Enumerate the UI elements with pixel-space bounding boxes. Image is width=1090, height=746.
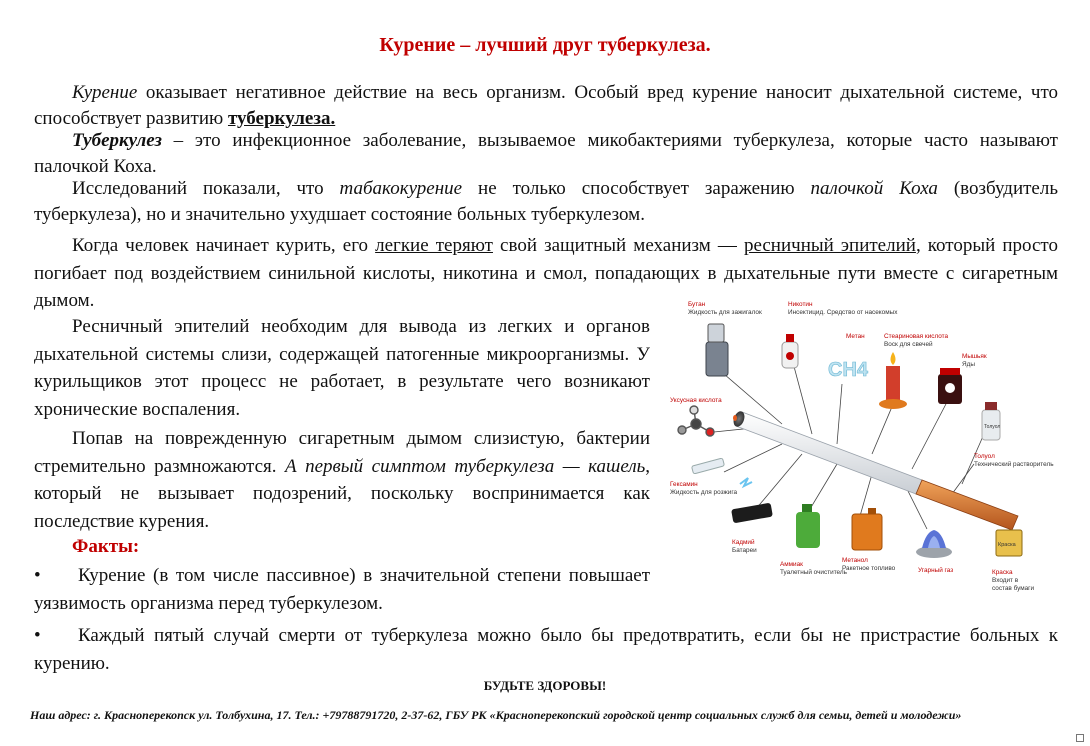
- svg-text:Жидкость для зажигалок: Жидкость для зажигалок: [688, 309, 762, 316]
- paragraph-research: Исследований показали, что табакокурение не только способствует заражению палочкой Коха (возбудитель туберкулеза), но и значительно ухудшает состояние больных туберкулезом.: [34, 178, 1058, 225]
- svg-text:Батареи: Батареи: [732, 547, 757, 554]
- paragraph-tuberculosis: Туберкулез – это инфекционное заболевание, вызываемое микобактериями туберкулеза, которые часто называют палочкой Коха.: [34, 130, 1058, 177]
- bullet-icon: •: [34, 625, 41, 646]
- svg-text:Толуол: Толуол: [974, 453, 995, 460]
- page-title: Курение – лучший друг туберкулеза.: [379, 34, 711, 56]
- svg-text:Воск для свечей: Воск для свечей: [884, 341, 933, 348]
- svg-text:Мышьяк: Мышьяк: [962, 353, 987, 360]
- paragraph-lungs: Когда человек начинает курить, его легкие теряют свой защитный механизм — ресничный эпителий, который просто погибает под воздействием синильной кислоты, никотина и смол, попадающих в дыхательные пути вместе с сигаретным дымом.: [34, 235, 1058, 311]
- svg-text:Метанол: Метанол: [842, 557, 868, 564]
- svg-text:Никотин: Никотин: [788, 301, 813, 308]
- fact-item: • Курение (в том числе пассивное) в значительной степени повышает уязвимость организма перед туберкулезом.: [34, 562, 650, 618]
- closing-line: БУДЬТЕ ЗДОРОВЫ!: [483, 678, 607, 693]
- paragraph-epithelium: Ресничный эпителий необходим для вывода из легких и органов дыхательной системы слизи, содержащей патогенные микроорганизмы. У курильщиков этот процесс не работает, в результате чего возникают хронические воспаления.: [34, 316, 650, 420]
- facts-heading: Факты:: [72, 536, 140, 557]
- svg-text:Бутан: Бутан: [688, 301, 706, 308]
- svg-text:Инсектицид. Средство от насеко: Инсектицид. Средство от насекомых: [788, 309, 898, 316]
- svg-text:Аммиак: Аммиак: [780, 561, 803, 568]
- svg-text:Гексамин: Гексамин: [670, 481, 698, 488]
- svg-text:Технический растворитель: Технический растворитель: [974, 461, 1054, 468]
- svg-text:Кадмий: Кадмий: [732, 539, 755, 546]
- resize-handle: [1076, 734, 1084, 742]
- svg-text:Ракетное топливо: Ракетное топливо: [842, 565, 896, 572]
- svg-text:Толуол: Толуол: [984, 424, 1001, 430]
- address-footer: Наш адрес: г. Красноперекопск ул. Толбухина, 17. Тел.: +79788791720, 2-37-62, ГБУ РК «Красноперекопский городской центр социальных служб для семьи, детей и молодежи»: [30, 708, 962, 722]
- svg-text:Стеариновая кислота: Стеариновая кислота: [884, 333, 949, 340]
- molecule-icon: [678, 406, 714, 436]
- svg-text:Уксусная кислота: Уксусная кислота: [670, 397, 722, 404]
- fact-item: • Каждый пятый случай смерти от туберкулеза можно было бы предотвратить, если бы не пристрастие больных к курению.: [34, 622, 1058, 678]
- spray-icon: [782, 334, 798, 368]
- svg-text:Краска: Краска: [992, 569, 1013, 576]
- poison-icon: [938, 368, 962, 404]
- svg-text:Краска: Краска: [998, 542, 1016, 548]
- lighter-icon: [706, 324, 728, 376]
- candle-icon: [879, 352, 907, 409]
- gas-flame-icon: [916, 530, 952, 558]
- bottle-icon: [982, 402, 1000, 440]
- svg-text:Метан: Метан: [846, 333, 865, 340]
- methane-formula: CH4: [828, 359, 869, 381]
- svg-text:Входит в: Входит в: [992, 577, 1019, 584]
- svg-text:состав бумаги: состав бумаги: [992, 585, 1035, 592]
- fuel-tablets-icon: [692, 458, 725, 474]
- cigarette-chemicals-illustration: [662, 294, 1064, 602]
- battery-icon: [731, 478, 773, 523]
- paint-can-icon: [996, 530, 1022, 556]
- cleaner-icon: [796, 504, 820, 548]
- svg-text:Яды: Яды: [962, 361, 975, 368]
- canister-icon: [852, 508, 882, 550]
- svg-text:Угарный газ: Угарный газ: [918, 567, 954, 574]
- paragraph-bacteria: Попав на поврежденную сигаретным дымом слизистую, бактерии стремительно размножаются. А первый симптом туберкулеза — кашель, который не вызывает подозрений, поскольку воспринимается как последствие курения.: [34, 428, 650, 532]
- bullet-icon: •: [34, 565, 41, 586]
- paragraph-smoking: Курение оказывает негативное действие на весь организм. Особый вред курение наносит дыхательной системе, что способствует развитию туберкулеза.: [34, 82, 1058, 129]
- svg-text:Жидкость для розжига: Жидкость для розжига: [670, 489, 738, 496]
- svg-text:Туалетный очиститель: Туалетный очиститель: [780, 569, 847, 576]
